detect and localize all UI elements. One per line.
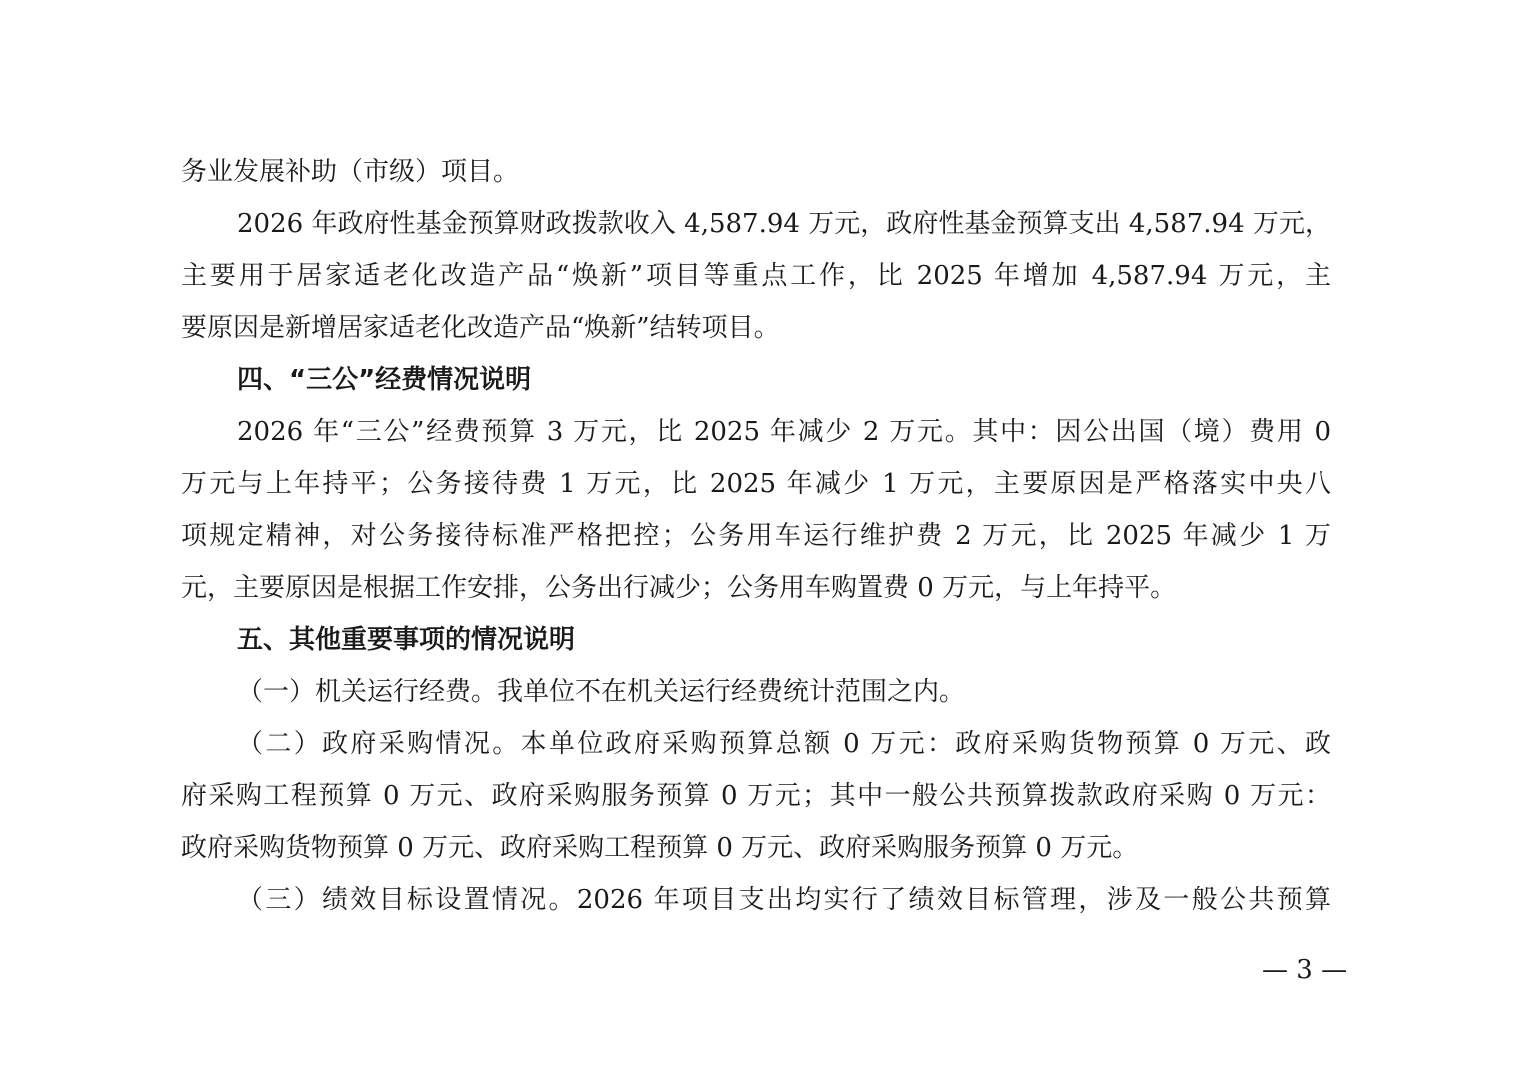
paragraph-line: 2026 年“三公”经费预算 3 万元，比 2025 年减少 2 万元。其中：因公出国（境）费用 0 xyxy=(237,417,1331,447)
paragraph-line: 要原因是新增居家适老化改造产品“焕新”结转项目。 xyxy=(181,313,780,343)
paragraph-line: （一）机关运行经费。我单位不在机关运行经费统计范围之内。 xyxy=(237,677,966,707)
paragraph-line: （三）绩效目标设置情况。2026 年项目支出均实行了绩效目标管理，涉及一般公共预算 xyxy=(237,885,1331,915)
page-number: — 3 — xyxy=(1262,955,1348,985)
paragraph-line: （二）政府采购情况。本单位政府采购预算总额 0 万元：政府采购货物预算 0 万元、政 xyxy=(237,729,1331,759)
section-heading: 四、“三公”经费情况说明 xyxy=(237,365,532,395)
paragraph-line: 万元与上年持平；公务接待费 1 万元，比 2025 年减少 1 万元，主要原因是严格落实中央八 xyxy=(181,469,1331,499)
paragraph-line: 府采购工程预算 0 万元、政府采购服务预算 0 万元；其中一般公共预算拨款政府采购 0 万元： xyxy=(181,781,1331,811)
paragraph-line: 项规定精神，对公务接待标准严格把控；公务用车运行维护费 2 万元，比 2025 年减少 1 万 xyxy=(181,521,1331,551)
paragraph-line: 务业发展补助（市级）项目。 xyxy=(181,157,520,187)
document-page xyxy=(181,146,1331,926)
paragraph-line: 主要用于居家适老化改造产品“焕新”项目等重点工作，比 2025 年增加 4,587.94 万元，主 xyxy=(181,261,1331,291)
paragraph-line: 政府采购货物预算 0 万元、政府采购工程预算 0 万元、政府采购服务预算 0 万元。 xyxy=(181,833,1139,863)
paragraph-line: 元，主要原因是根据工作安排，公务出行减少；公务用车购置费 0 万元，与上年持平。 xyxy=(181,573,1177,603)
paragraph-line: 2026 年政府性基金预算财政拨款收入 4,587.94 万元，政府性基金预算支出 4,587.94 万元， xyxy=(237,209,1331,239)
section-heading: 五、其他重要事项的情况说明 xyxy=(237,625,576,655)
